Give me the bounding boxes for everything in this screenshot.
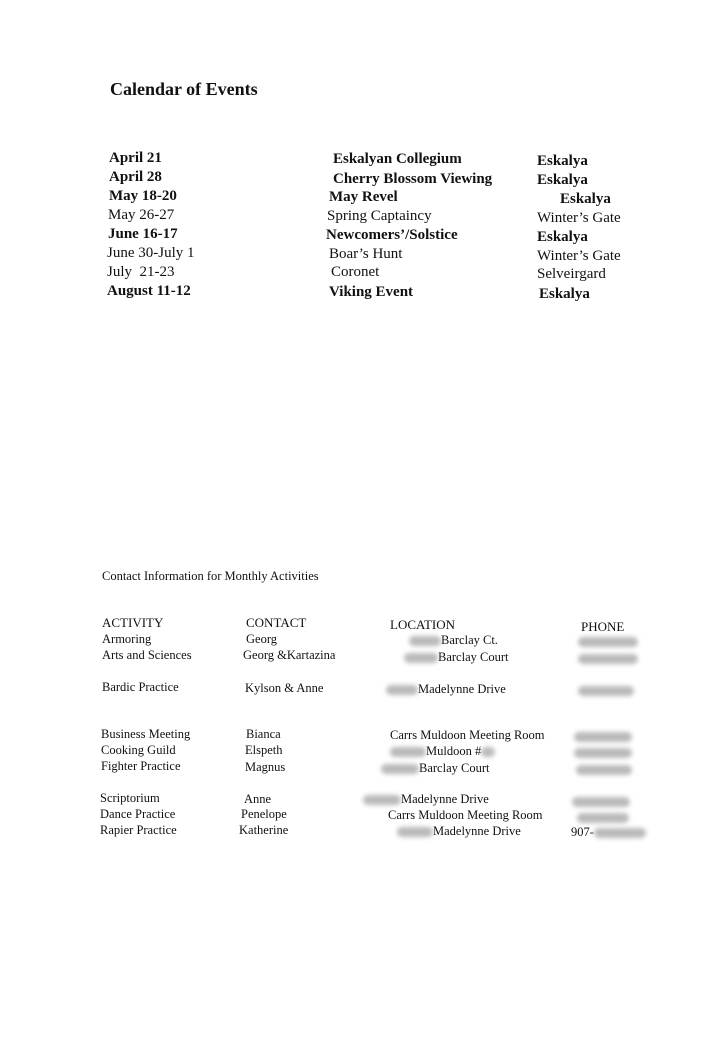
- activity-name: Scriptorium: [100, 791, 160, 805]
- redacted-mark: [577, 813, 629, 823]
- event-location: Eskalya: [537, 172, 588, 188]
- location-text: Carrs Muldoon Meeting Room: [390, 728, 545, 742]
- location-text: [386, 681, 506, 697]
- redacted-mark: [390, 747, 426, 757]
- redacted-mark: [574, 732, 632, 742]
- redacted-mark: [409, 636, 441, 646]
- redacted-mark: [363, 795, 401, 805]
- redacted-mark: [481, 747, 495, 757]
- phone-text: [574, 728, 632, 744]
- event-date: August 11-12: [107, 283, 191, 299]
- redacted-mark: [578, 686, 634, 696]
- activity-name: Armoring: [102, 632, 152, 646]
- contact-name: Bianca: [246, 727, 281, 741]
- redacted-mark: [578, 637, 638, 647]
- phone-text: [574, 744, 632, 760]
- location-label: Madelynne Drive: [433, 824, 521, 838]
- event-date: May 26-27: [108, 207, 175, 223]
- activity-name: Rapier Practice: [100, 823, 177, 837]
- location-text: [404, 649, 508, 665]
- event-name: Spring Captaincy: [327, 208, 432, 224]
- activity-name: Cooking Guild: [101, 743, 176, 757]
- contact-name: Elspeth: [245, 743, 283, 757]
- event-name: Boar’s Hunt: [329, 246, 403, 262]
- event-location: Eskalya: [537, 229, 588, 245]
- event-date: July 21-23: [107, 264, 175, 280]
- phone-text: [571, 824, 646, 840]
- event-date: April 28: [109, 169, 162, 185]
- event-date: June 30-July 1: [107, 245, 195, 261]
- location-text: [363, 791, 489, 807]
- location-text: [397, 823, 521, 839]
- location-label: Barclay Ct.: [441, 633, 498, 647]
- redacted-mark: [381, 764, 419, 774]
- contact-name: Georg &Kartazina: [243, 648, 336, 662]
- event-name: Coronet: [331, 264, 380, 280]
- redacted-mark: [404, 653, 438, 663]
- location-label: Madelynne Drive: [401, 792, 489, 806]
- event-name: Eskalyan Collegium: [333, 151, 462, 167]
- activity-name: Dance Practice: [100, 807, 176, 821]
- phone-text: [578, 633, 638, 649]
- location-label: Muldoon #: [426, 744, 482, 758]
- redacted-mark: [397, 827, 433, 837]
- event-name: Cherry Blossom Viewing: [333, 171, 493, 187]
- event-date: June 16-17: [108, 226, 178, 242]
- phone-text: [572, 793, 630, 809]
- location-text: [381, 760, 489, 776]
- phone-text: [576, 761, 632, 777]
- header-phone: PHONE: [581, 619, 625, 634]
- header-location: LOCATION: [390, 617, 455, 632]
- header-activity: ACTIVITY: [102, 615, 164, 630]
- contact-name: Kylson & Anne: [245, 681, 324, 695]
- event-location: Winter’s Gate: [537, 210, 621, 226]
- phone-text: [578, 650, 638, 666]
- contact-name: Penelope: [241, 807, 287, 821]
- redacted-mark: [594, 828, 646, 838]
- contact-name: Anne: [244, 792, 272, 806]
- event-name: May Revel: [329, 189, 398, 205]
- event-name: Newcomers’/Solstice: [326, 227, 458, 243]
- location-text: [409, 632, 498, 648]
- event-location: Eskalya: [560, 191, 611, 207]
- event-location: Eskalya: [537, 153, 588, 169]
- header-contact: CONTACT: [246, 615, 307, 630]
- redacted-mark: [578, 654, 638, 664]
- phone-text: [577, 809, 629, 825]
- event-location: Eskalya: [539, 286, 590, 302]
- phone-prefix: 907-: [571, 825, 594, 839]
- event-name: Viking Event: [329, 284, 414, 300]
- activity-name: Bardic Practice: [102, 680, 179, 694]
- activity-name: Arts and Sciences: [102, 648, 192, 662]
- event-location: Winter’s Gate: [537, 248, 621, 264]
- redacted-mark: [386, 685, 418, 695]
- location-label: Barclay Court: [419, 761, 490, 775]
- event-date: May 18-20: [109, 188, 177, 204]
- contact-name: Magnus: [245, 760, 286, 774]
- redacted-mark: [572, 797, 630, 807]
- activity-name: Business Meeting: [101, 727, 191, 741]
- location-text: Carrs Muldoon Meeting Room: [388, 808, 543, 822]
- location-label: Barclay Court: [438, 650, 509, 664]
- location-text: [390, 743, 495, 759]
- phone-text: [578, 682, 634, 698]
- redacted-mark: [574, 748, 632, 758]
- event-date: April 21: [109, 150, 162, 166]
- contact-name: Georg: [246, 632, 278, 646]
- contacts-title: Contact Information for Monthly Activities: [102, 569, 319, 583]
- contact-name: Katherine: [239, 823, 289, 837]
- redacted-mark: [576, 765, 632, 775]
- activity-name: Fighter Practice: [101, 759, 181, 773]
- location-label: Madelynne Drive: [418, 682, 506, 696]
- event-location: Selveirgard: [537, 266, 606, 282]
- calendar-title: Calendar of Events: [110, 79, 258, 99]
